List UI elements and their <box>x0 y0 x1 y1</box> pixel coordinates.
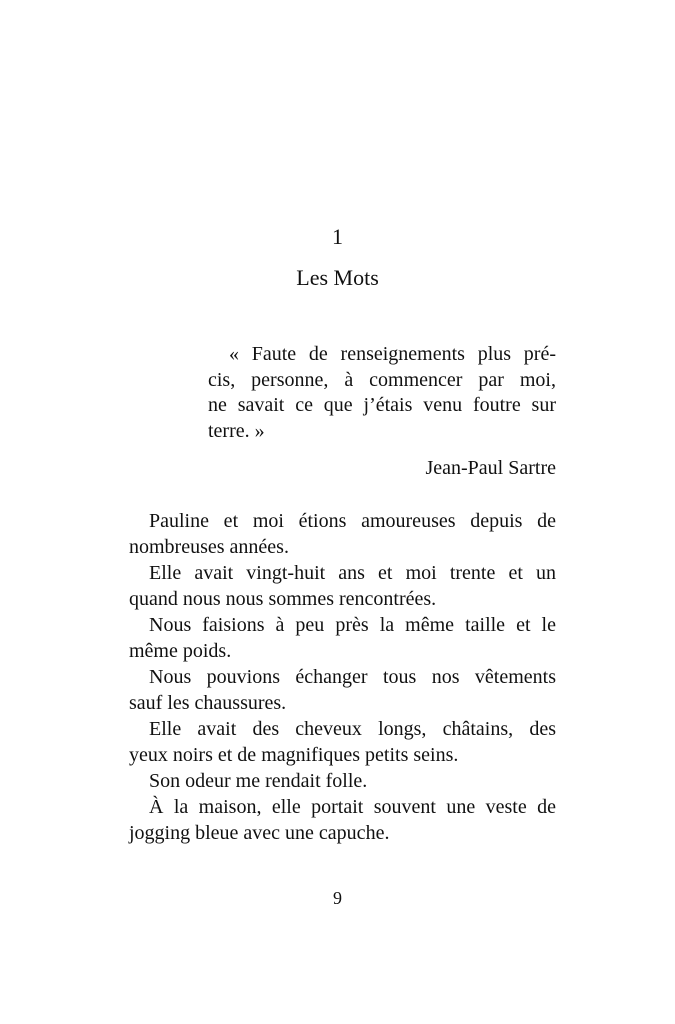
paragraph-line: quand nous nous sommes rencontrées. <box>129 588 437 610</box>
epigraph-line: ne savait ce que j’étais venu foutre sur <box>208 394 556 416</box>
paragraph-line: À la maison, elle portait souvent une veste de <box>149 796 556 818</box>
body-text <box>129 508 556 846</box>
epigraph-author: Jean-Paul Sartre <box>425 457 556 479</box>
paragraph-line: Son odeur me rendait folle. <box>149 770 368 792</box>
paragraph-line: même poids. <box>129 640 232 662</box>
paragraph-line: Elle avait vingt-huit ans et moi trente et un <box>149 562 556 584</box>
chapter-number: 1 <box>332 224 343 249</box>
epigraph-line: « Faute de renseignements plus pré- <box>229 343 556 365</box>
paragraph-line: Nous faisions à peu près la même taille et le <box>149 614 556 636</box>
page-number: 9 <box>333 888 342 908</box>
paragraph-line: jogging bleue avec une capuche. <box>129 822 390 844</box>
paragraph-line: yeux noirs et de magnifiques petits seins. <box>129 744 459 766</box>
epigraph-quote <box>208 342 556 444</box>
paragraph-line: sauf les chaussures. <box>129 692 287 714</box>
epigraph-line: terre. » <box>208 419 265 442</box>
paragraph-line: Nous pouvions échanger tous nos vêtements <box>149 666 556 688</box>
epigraph-line: cis, personne, à commencer par moi, <box>208 368 556 391</box>
paragraph-line: Elle avait des cheveux longs, châtains, des <box>149 718 556 740</box>
chapter-title: Les Mots <box>296 265 379 290</box>
paragraph-line: nombreuses années. <box>129 536 289 558</box>
paragraph-line: Pauline et moi étions amoureuses depuis de <box>149 510 556 532</box>
